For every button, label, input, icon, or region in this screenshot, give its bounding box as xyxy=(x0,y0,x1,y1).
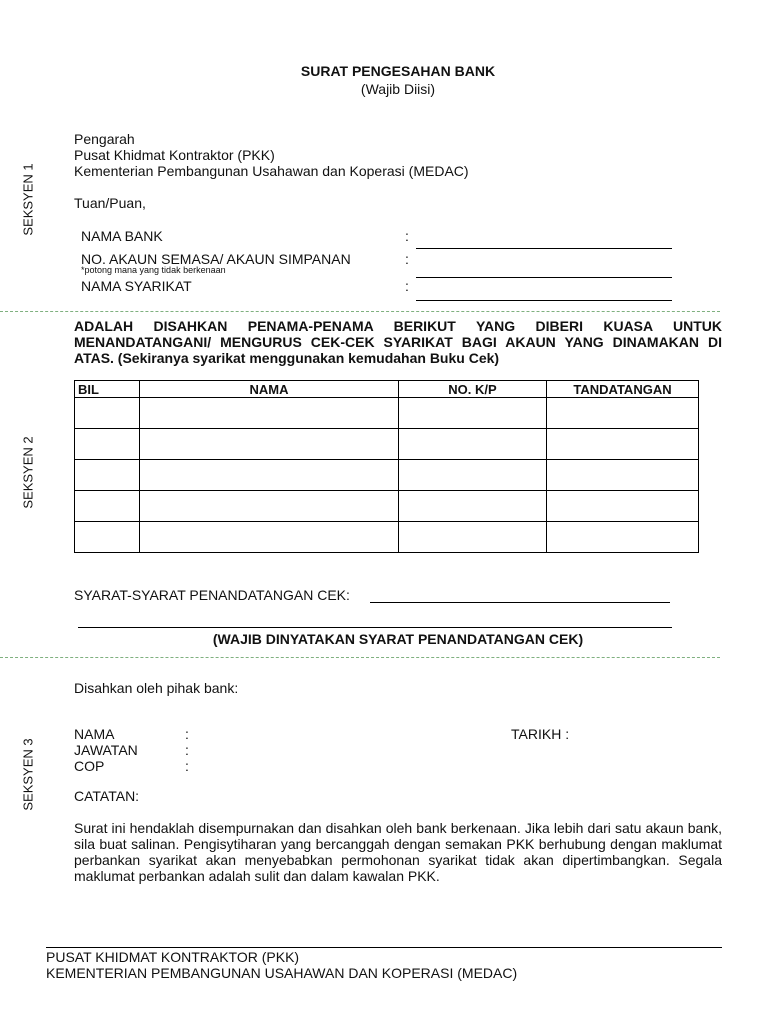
cell-bil[interactable] xyxy=(75,522,140,553)
officer-name-label: NAMA xyxy=(74,726,115,742)
section-label-1: SEKSYEN 1 xyxy=(20,163,36,236)
bank-name-label: NAMA BANK xyxy=(81,228,163,244)
address-line-2: Pusat Khidmat Kontraktor (PKK) xyxy=(74,147,275,163)
account-number-colon: : xyxy=(405,251,409,267)
signatories-table xyxy=(74,380,699,553)
date-label: TARIKH : xyxy=(511,726,570,742)
address-line-1: Pengarah xyxy=(74,131,135,147)
section-divider-2 xyxy=(0,657,720,658)
cheque-conditions-field[interactable] xyxy=(370,602,670,603)
cell-signature[interactable] xyxy=(547,522,699,553)
table-row xyxy=(75,522,699,553)
form-title: SURAT PENGESAHAN BANK xyxy=(300,63,496,79)
notes-heading: CATATAN: xyxy=(74,788,140,804)
company-name-colon: : xyxy=(405,278,409,294)
cell-signature[interactable] xyxy=(547,398,699,429)
form-subtitle: (Wajib Diisi) xyxy=(360,81,436,97)
cell-bil[interactable] xyxy=(75,460,140,491)
position-colon: : xyxy=(185,742,189,758)
position-label: JAWATAN xyxy=(74,742,138,758)
col-header-ic: NO. K/P xyxy=(399,381,547,398)
col-header-nama: NAMA xyxy=(140,381,399,398)
stamp-label: COP xyxy=(74,758,105,774)
section-divider-1 xyxy=(0,311,720,312)
col-header-signature: TANDATANGAN xyxy=(547,381,699,398)
table-row xyxy=(75,491,699,522)
col-header-bil: BIL xyxy=(75,381,140,398)
cell-nama[interactable] xyxy=(140,429,399,460)
cell-ic[interactable] xyxy=(399,491,547,522)
company-name-field[interactable] xyxy=(416,300,672,301)
salutation: Tuan/Puan, xyxy=(74,195,146,211)
cell-ic[interactable] xyxy=(399,522,547,553)
cell-nama[interactable] xyxy=(140,460,399,491)
bank-verification-intro: Disahkan oleh pihak bank: xyxy=(74,680,239,696)
bank-name-colon: : xyxy=(405,228,409,244)
cell-ic[interactable] xyxy=(399,460,547,491)
authorization-paragraph-line-1: ADALAH DISAHKAN PENAMA-PENAMA BERIKUT YANG DIBERI KUASA UNTUK xyxy=(74,318,722,334)
table-row xyxy=(75,429,699,460)
cheque-conditions-note: (WAJIB DINYATAKAN SYARAT PENANDATANGAN CEK) xyxy=(212,631,584,647)
note-line-1: Surat ini hendaklah disempurnakan dan disahkan oleh bank berkenaan. Jika lebih dari satu akaun bank, xyxy=(74,820,722,836)
table-header-row xyxy=(75,381,699,398)
footer-line-2: KEMENTERIAN PEMBANGUNAN USAHAWAN DAN KOPERASI (MEDAC) xyxy=(46,965,518,981)
cell-nama[interactable] xyxy=(140,522,399,553)
account-number-field[interactable] xyxy=(416,277,672,278)
cell-ic[interactable] xyxy=(399,398,547,429)
cell-bil[interactable] xyxy=(75,491,140,522)
section-label-3: SEKSYEN 3 xyxy=(20,738,36,811)
cell-signature[interactable] xyxy=(547,460,699,491)
cell-bil[interactable] xyxy=(75,429,140,460)
bank-name-field[interactable] xyxy=(416,248,672,249)
footer-rule xyxy=(46,947,722,948)
table-row xyxy=(75,460,699,491)
cheque-conditions-label: SYARAT-SYARAT PENANDATANGAN CEK: xyxy=(74,587,350,603)
stamp-colon: : xyxy=(185,758,189,774)
authorization-paragraph-line-2: MENANDATANGANI/ MENGURUS CEK-CEK SYARIKAT BAGI AKAUN YANG DINAMAKAN DI xyxy=(74,334,722,350)
account-number-label: NO. AKAUN SEMASA/ AKAUN SIMPANAN xyxy=(81,251,351,267)
note-line-2: sila buat salinan. Pengisytiharan yang bercanggah dengan semakan PKK berhubung dengan maklumat xyxy=(74,836,722,852)
section-label-2: SEKSYEN 2 xyxy=(20,436,36,509)
table-row xyxy=(75,398,699,429)
cell-signature[interactable] xyxy=(547,491,699,522)
cell-bil[interactable] xyxy=(75,398,140,429)
note-line-3: perbankan syarikat akan menyebabkan permohonan syarikat tidak akan dipertimbangkan. Segala xyxy=(74,852,722,868)
cell-signature[interactable] xyxy=(547,429,699,460)
authorization-paragraph-line-3: ATAS. (Sekiranya syarikat menggunakan kemudahan Buku Cek) xyxy=(74,350,500,366)
cheque-conditions-field-2[interactable] xyxy=(78,627,672,628)
address-line-3: Kementerian Pembangunan Usahawan dan Koperasi (MEDAC) xyxy=(74,163,469,179)
account-type-footnote: *potong mana yang tidak berkenaan xyxy=(81,265,226,275)
cell-nama[interactable] xyxy=(140,398,399,429)
note-line-4: maklumat perbankan adalah sulit dan dalam kawalan PKK. xyxy=(74,868,440,884)
cell-ic[interactable] xyxy=(399,429,547,460)
officer-name-colon: : xyxy=(185,726,189,742)
company-name-label: NAMA SYARIKAT xyxy=(81,278,192,294)
footer-line-1: PUSAT KHIDMAT KONTRAKTOR (PKK) xyxy=(46,949,300,965)
cell-nama[interactable] xyxy=(140,491,399,522)
